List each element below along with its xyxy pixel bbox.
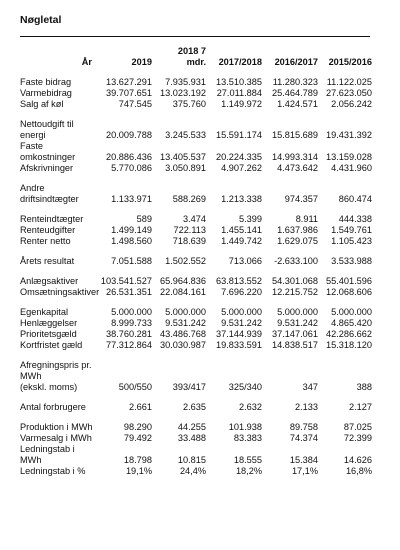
table-row <box>20 225 372 236</box>
table-cell: 65.964.836 <box>160 276 206 286</box>
row-label: Salg af køl <box>20 99 64 109</box>
table-cell: 3.050.891 <box>165 163 206 173</box>
column-header-2019 <box>98 46 152 68</box>
group-spacer-cell <box>20 110 372 119</box>
table-cell: 1.105.423 <box>331 236 372 246</box>
table-cell: 20.886.436 <box>106 152 152 162</box>
group-spacer-cell <box>20 174 372 183</box>
table-row <box>20 99 372 110</box>
table-row <box>20 318 372 329</box>
row-label: Ledningstab i % <box>20 466 86 476</box>
table-cell: 13.159.028 <box>326 152 372 162</box>
table-cell: 713.066 <box>228 256 262 266</box>
table-cell: 37.147.061 <box>272 329 318 339</box>
table-cell: 44.255 <box>177 422 206 432</box>
year-label: År <box>81 57 92 67</box>
column-header-text: 2016/2017 <box>274 57 318 67</box>
table-cell: 39.707.651 <box>106 88 152 98</box>
table-cell: 16,8% <box>345 466 372 476</box>
row-label: Andre driftsindtægter <box>20 183 79 204</box>
table-cell: 1.549.761 <box>331 225 372 235</box>
table-cell: 860.474 <box>338 194 372 204</box>
table-row <box>20 433 372 444</box>
group-spacer-cell <box>20 298 372 307</box>
table-row <box>20 214 372 225</box>
table-cell: 38.760.281 <box>106 329 152 339</box>
table-cell: 11.122.025 <box>326 77 372 87</box>
table-cell: 24,4% <box>179 466 206 476</box>
table-cell: 5.000.000 <box>331 307 372 317</box>
table-cell: 2.056.242 <box>331 99 372 109</box>
table-cell: 5.000.000 <box>165 307 206 317</box>
table-cell: 2.661 <box>129 402 152 412</box>
table-row <box>20 307 372 318</box>
group-spacer <box>20 413 372 422</box>
table-cell: -2.633.100 <box>274 256 318 266</box>
table-cell: 98.290 <box>123 422 152 432</box>
table-cell: 10.815 <box>177 455 206 465</box>
table-cell: 5.000.000 <box>111 307 152 317</box>
group-spacer-cell <box>20 393 372 402</box>
table-cell: 14.838.517 <box>272 340 318 350</box>
table-cell: 18.798 <box>123 455 152 465</box>
key-figures-body <box>20 46 372 477</box>
table-row <box>20 77 372 88</box>
group-spacer-cell <box>20 413 372 422</box>
table-cell: 2.127 <box>349 402 372 412</box>
table-cell: 718.639 <box>172 236 206 246</box>
row-label: Renteudgifter <box>20 225 76 235</box>
table-cell: 11.280.323 <box>272 77 318 87</box>
table-cell: 19,1% <box>125 466 152 476</box>
table-cell: 5.000.000 <box>221 307 262 317</box>
table-cell: 83.383 <box>233 433 262 443</box>
table-cell: 7.696.220 <box>221 287 262 297</box>
table-row <box>20 360 372 393</box>
table-row <box>20 340 372 351</box>
table-cell: 1.455.141 <box>221 225 262 235</box>
column-header-2018-7-mdr <box>152 46 206 68</box>
row-label: Varmesalg i MWh <box>20 433 92 443</box>
column-header-text: 2018 7 mdr. <box>177 46 206 67</box>
row-label: Årets resultat <box>20 256 75 266</box>
table-cell: 43.486.768 <box>160 329 206 339</box>
table-cell: 77.312.864 <box>106 340 152 350</box>
table-cell: 3.533.988 <box>331 256 372 266</box>
group-spacer <box>20 205 372 214</box>
page-title: Nøgletal <box>20 14 62 26</box>
group-spacer <box>20 298 372 307</box>
table-cell: 13.510.385 <box>216 77 262 87</box>
row-label: Henlæggelser <box>20 318 78 328</box>
table-cell: 33.488 <box>177 433 206 443</box>
row-label: Afskrivninger <box>20 163 74 173</box>
table-cell: 375.760 <box>172 99 206 109</box>
table-row <box>20 256 372 267</box>
table-cell: 19.431.392 <box>326 130 372 140</box>
table-cell: 15.591.174 <box>216 130 262 140</box>
table-cell: 388 <box>356 382 372 392</box>
table-cell: 5.399 <box>239 214 262 224</box>
group-spacer-cell <box>20 267 372 276</box>
table-cell: 1.424.571 <box>277 99 318 109</box>
table-row <box>20 444 372 466</box>
table-cell: 588.269 <box>172 194 206 204</box>
row-label: Varmebidrag <box>20 88 72 98</box>
table-cell: 54.301.068 <box>272 276 318 286</box>
table-cell: 13.405.537 <box>160 152 206 162</box>
group-spacer <box>20 247 372 256</box>
table-cell: 22.084.161 <box>160 287 206 297</box>
table-cell: 20.224.335 <box>216 152 262 162</box>
table-cell: 72.399 <box>343 433 372 443</box>
table-cell: 26.531.351 <box>106 287 152 297</box>
table-row <box>20 236 372 247</box>
table-row <box>20 287 372 298</box>
table-cell: 17,1% <box>291 466 318 476</box>
table-cell: 12.215.752 <box>272 287 318 297</box>
column-header-text: 2017/2018 <box>218 57 262 67</box>
table-cell: 747.545 <box>118 99 152 109</box>
row-label: Faste omkostninger <box>20 141 76 162</box>
row-label: Anlægsaktiver <box>20 276 79 286</box>
row-label: Egenkapital <box>20 307 69 317</box>
table-cell: 2.133 <box>295 402 318 412</box>
table-cell: 9.531.242 <box>221 318 262 328</box>
group-spacer-cell <box>20 68 372 77</box>
table-cell: 9.531.242 <box>277 318 318 328</box>
table-cell: 1.499.149 <box>111 225 152 235</box>
table-cell: 7.935.931 <box>165 77 206 87</box>
table-cell: 325/340 <box>228 382 262 392</box>
group-spacer-cell <box>20 247 372 256</box>
table-cell: 15.815.689 <box>272 130 318 140</box>
table-cell: 14.626 <box>343 455 372 465</box>
table-cell: 5.000.000 <box>277 307 318 317</box>
table-cell: 4.473.642 <box>277 163 318 173</box>
table-cell: 13.627.291 <box>106 77 152 87</box>
row-label: Omsætningsaktiver <box>20 287 100 297</box>
table-cell: 4.865.420 <box>331 318 372 328</box>
row-label: Antal forbrugere <box>20 402 86 412</box>
table-cell: 15.384 <box>289 455 318 465</box>
table-cell: 1.629.075 <box>277 236 318 246</box>
table-cell: 2.632 <box>239 402 262 412</box>
row-label: Prioritetsgæld <box>20 329 77 339</box>
table-cell: 4.907.262 <box>221 163 262 173</box>
table-cell: 18,2% <box>235 466 262 476</box>
table-row <box>20 422 372 433</box>
table-cell: 1.149.972 <box>221 99 262 109</box>
table-cell: 8.911 <box>295 214 318 224</box>
table-cell: 8.999.733 <box>111 318 152 328</box>
table-cell: 37.144.939 <box>216 329 262 339</box>
table-cell: 9.531.242 <box>165 318 206 328</box>
table-cell: 79.492 <box>123 433 152 443</box>
table-cell: 30.030.987 <box>160 340 206 350</box>
table-row <box>20 163 372 174</box>
table-cell: 55.401.596 <box>326 276 372 286</box>
table-row <box>20 119 372 141</box>
table-cell: 444.338 <box>338 214 372 224</box>
table-cell: 347 <box>302 382 318 392</box>
group-spacer <box>20 110 372 119</box>
column-header-2017-2018 <box>206 46 262 68</box>
group-spacer-cell <box>20 205 372 214</box>
column-header-2016-2017 <box>262 46 318 68</box>
table-cell: 393/417 <box>172 382 206 392</box>
table-cell: 63.813.552 <box>216 276 262 286</box>
table-cell: 25.464.789 <box>272 88 318 98</box>
table-cell: 74.374 <box>289 433 318 443</box>
column-header-2015-2016 <box>318 46 372 68</box>
table-cell: 1.502.552 <box>165 256 206 266</box>
key-figures-table <box>20 46 372 477</box>
table-cell: 500/550 <box>118 382 152 392</box>
table-cell: 3.245.533 <box>165 130 206 140</box>
table-row <box>20 329 372 340</box>
group-spacer <box>20 393 372 402</box>
row-label: Ledningstab i MWh <box>20 444 75 465</box>
group-spacer <box>20 351 372 360</box>
table-cell: 1.213.338 <box>221 194 262 204</box>
row-label: Renter netto <box>20 236 71 246</box>
group-spacer-cell <box>20 351 372 360</box>
table-cell: 3.474 <box>183 214 206 224</box>
table-cell: 20.009.788 <box>106 130 152 140</box>
table-cell: 2.635 <box>183 402 206 412</box>
table-cell: 13.023.192 <box>160 88 206 98</box>
row-label: Renteindtægter <box>20 214 84 224</box>
table-header-row <box>20 46 372 68</box>
table-row <box>20 141 372 163</box>
group-spacer <box>20 267 372 276</box>
row-label: Produktion i MWh <box>20 422 93 432</box>
title-divider <box>20 36 370 37</box>
group-spacer <box>20 68 372 77</box>
table-cell: 5.770.086 <box>111 163 152 173</box>
table-cell: 1.637.986 <box>277 225 318 235</box>
table-cell: 1.498.560 <box>111 236 152 246</box>
table-row <box>20 183 372 205</box>
table-cell: 14.993.314 <box>272 152 318 162</box>
row-label: Afregningspris pr. MWh (ekskl. moms) <box>20 360 92 392</box>
table-cell: 12.068.606 <box>326 287 372 297</box>
table-cell: 101.938 <box>228 422 262 432</box>
table-cell: 18.555 <box>233 455 262 465</box>
table-cell: 722.113 <box>173 225 206 235</box>
table-cell: 1.449.742 <box>221 236 262 246</box>
table-cell: 974.357 <box>284 194 318 204</box>
table-cell: 589 <box>136 214 152 224</box>
table-row <box>20 466 372 477</box>
row-label: Faste bidrag <box>20 77 72 87</box>
table-cell: 27.623.050 <box>326 88 372 98</box>
table-cell: 4.431.960 <box>331 163 372 173</box>
row-label: Nettoudgift til energi <box>20 119 74 140</box>
table-cell: 27.011.884 <box>216 88 262 98</box>
table-row <box>20 276 372 287</box>
row-label: Kortfristet gæld <box>20 340 83 350</box>
column-header-text: 2015/2016 <box>328 57 372 67</box>
table-cell: 89.758 <box>289 422 318 432</box>
table-cell: 1.133.971 <box>111 194 152 204</box>
table-cell: 42.286.662 <box>326 329 372 339</box>
group-spacer <box>20 174 372 183</box>
table-cell: 19.833.591 <box>216 340 262 350</box>
table-row <box>20 402 372 413</box>
table-cell: 87.025 <box>343 422 372 432</box>
table-cell: 103.541.527 <box>100 276 152 286</box>
column-header-text: 2019 <box>131 57 152 67</box>
table-row <box>20 88 372 99</box>
table-cell: 7.051.588 <box>111 256 152 266</box>
table-cell: 15.318.120 <box>326 340 372 350</box>
